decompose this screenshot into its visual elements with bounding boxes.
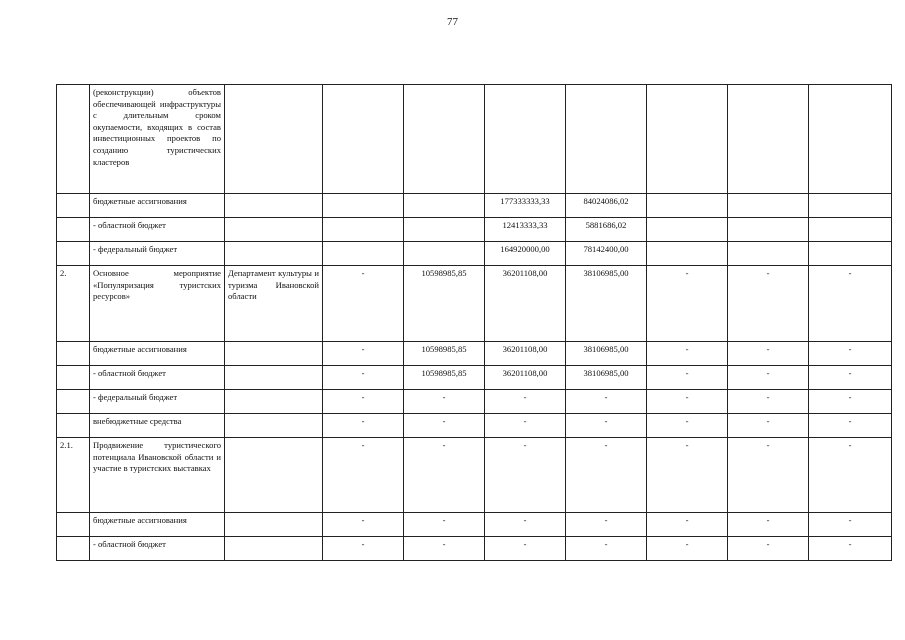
value-cell: - xyxy=(404,513,485,537)
value-cell xyxy=(404,194,485,218)
row-name: - областной бюджет xyxy=(90,366,225,390)
row-executor: Департамент культуры и туризма Ивановской области xyxy=(225,266,323,342)
table-row xyxy=(57,342,892,366)
value-cell: - xyxy=(323,342,404,366)
row-number xyxy=(57,414,90,438)
value-cell: - xyxy=(404,390,485,414)
value-cell: - xyxy=(647,414,728,438)
value-cell: - xyxy=(323,366,404,390)
value-cell: - xyxy=(728,366,809,390)
value-cell xyxy=(323,218,404,242)
page-number: 77 xyxy=(447,16,458,28)
row-name: бюджетные ассигнования xyxy=(90,194,225,218)
value-cell: - xyxy=(566,438,647,513)
value-cell xyxy=(566,85,647,194)
value-cell: 10598985,85 xyxy=(404,266,485,342)
value-cell: - xyxy=(566,513,647,537)
value-cell: - xyxy=(566,414,647,438)
row-number xyxy=(57,85,90,194)
value-cell: 36201108,00 xyxy=(485,366,566,390)
value-cell xyxy=(728,194,809,218)
value-cell: - xyxy=(485,537,566,561)
table-row xyxy=(57,194,892,218)
value-cell: - xyxy=(647,366,728,390)
value-cell: - xyxy=(485,390,566,414)
value-cell: - xyxy=(647,390,728,414)
value-cell: - xyxy=(323,537,404,561)
row-number xyxy=(57,513,90,537)
row-number xyxy=(57,366,90,390)
row-name: Основное мероприятие «Популяризация туристских ресурсов» xyxy=(90,266,225,342)
value-cell xyxy=(728,85,809,194)
value-cell xyxy=(809,85,892,194)
value-cell: - xyxy=(809,438,892,513)
value-cell xyxy=(404,85,485,194)
value-cell: - xyxy=(647,537,728,561)
value-cell: 12413333,33 xyxy=(485,218,566,242)
value-cell xyxy=(809,194,892,218)
value-cell: - xyxy=(323,513,404,537)
value-cell xyxy=(647,194,728,218)
row-executor xyxy=(225,242,323,266)
value-cell xyxy=(647,242,728,266)
row-number xyxy=(57,342,90,366)
value-cell xyxy=(404,218,485,242)
row-name: - областной бюджет xyxy=(90,537,225,561)
value-cell: - xyxy=(728,438,809,513)
table-row xyxy=(57,218,892,242)
value-cell: - xyxy=(566,537,647,561)
value-cell: - xyxy=(323,266,404,342)
value-cell xyxy=(647,85,728,194)
value-cell: - xyxy=(647,342,728,366)
value-cell: - xyxy=(809,513,892,537)
row-number xyxy=(57,194,90,218)
row-executor xyxy=(225,85,323,194)
row-name: - федеральный бюджет xyxy=(90,242,225,266)
value-cell: 36201108,00 xyxy=(485,342,566,366)
value-cell: - xyxy=(809,266,892,342)
row-executor xyxy=(225,342,323,366)
value-cell: 10598985,85 xyxy=(404,342,485,366)
row-name: (реконструкции) объектов обеспечивающей инфраструктуры с длительным сроком окупаемости, входящих в состав инвестиционных проектов по созданию туристических кластеров xyxy=(90,85,225,194)
value-cell: 38106985,00 xyxy=(566,266,647,342)
value-cell: - xyxy=(728,414,809,438)
value-cell: - xyxy=(809,414,892,438)
table-row xyxy=(57,242,892,266)
value-cell: - xyxy=(647,266,728,342)
row-number xyxy=(57,218,90,242)
row-number: 2.1. xyxy=(57,438,90,513)
value-cell xyxy=(809,218,892,242)
value-cell: - xyxy=(323,438,404,513)
value-cell: - xyxy=(728,513,809,537)
row-name: внебюджетные средства xyxy=(90,414,225,438)
row-executor xyxy=(225,194,323,218)
row-executor xyxy=(225,218,323,242)
table-row xyxy=(57,438,892,513)
row-name: Продвижение туристического потенциала Ивановской области и участие в туристских выставках xyxy=(90,438,225,513)
value-cell: - xyxy=(323,414,404,438)
table-row xyxy=(57,390,892,414)
budget-table xyxy=(56,84,892,561)
row-executor xyxy=(225,414,323,438)
value-cell xyxy=(323,242,404,266)
value-cell xyxy=(485,85,566,194)
value-cell: - xyxy=(728,537,809,561)
value-cell xyxy=(404,242,485,266)
table-row xyxy=(57,414,892,438)
value-cell xyxy=(728,242,809,266)
value-cell xyxy=(323,85,404,194)
row-number xyxy=(57,242,90,266)
value-cell: 84024086,02 xyxy=(566,194,647,218)
row-name: - областной бюджет xyxy=(90,218,225,242)
value-cell xyxy=(323,194,404,218)
row-executor xyxy=(225,438,323,513)
table-row xyxy=(57,513,892,537)
row-executor xyxy=(225,513,323,537)
table-row xyxy=(57,366,892,390)
value-cell: 38106985,00 xyxy=(566,342,647,366)
row-executor xyxy=(225,537,323,561)
value-cell: - xyxy=(404,438,485,513)
row-number: 2. xyxy=(57,266,90,342)
value-cell: 78142400,00 xyxy=(566,242,647,266)
value-cell: - xyxy=(728,342,809,366)
value-cell: - xyxy=(809,342,892,366)
value-cell: - xyxy=(485,438,566,513)
row-executor xyxy=(225,390,323,414)
table-row xyxy=(57,85,892,194)
value-cell: - xyxy=(728,266,809,342)
value-cell xyxy=(728,218,809,242)
value-cell: - xyxy=(404,537,485,561)
value-cell: 5881686,02 xyxy=(566,218,647,242)
row-number xyxy=(57,390,90,414)
value-cell: - xyxy=(485,513,566,537)
table-row xyxy=(57,266,892,342)
table-row xyxy=(57,537,892,561)
row-executor xyxy=(225,366,323,390)
row-number xyxy=(57,537,90,561)
value-cell: - xyxy=(647,513,728,537)
row-name: - федеральный бюджет xyxy=(90,390,225,414)
value-cell: 164920000,00 xyxy=(485,242,566,266)
value-cell xyxy=(647,218,728,242)
value-cell: - xyxy=(809,366,892,390)
value-cell: - xyxy=(485,414,566,438)
value-cell: 36201108,00 xyxy=(485,266,566,342)
value-cell: - xyxy=(404,414,485,438)
value-cell: - xyxy=(809,390,892,414)
value-cell xyxy=(809,242,892,266)
value-cell: 10598985,85 xyxy=(404,366,485,390)
row-name: бюджетные ассигнования xyxy=(90,342,225,366)
value-cell: - xyxy=(728,390,809,414)
row-name: бюджетные ассигнования xyxy=(90,513,225,537)
value-cell: - xyxy=(647,438,728,513)
value-cell: - xyxy=(809,537,892,561)
value-cell: - xyxy=(566,390,647,414)
value-cell: - xyxy=(323,390,404,414)
value-cell: 38106985,00 xyxy=(566,366,647,390)
value-cell: 177333333,33 xyxy=(485,194,566,218)
